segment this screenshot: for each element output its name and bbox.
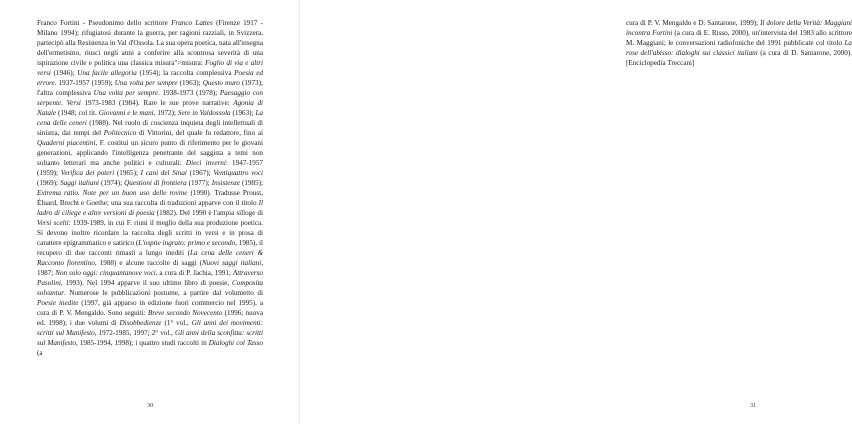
text-run: . Numerose le pubblicazioni postume, a partire dal volumetto di [63, 289, 263, 297]
italic-title: Breve secondo Novecento [147, 309, 223, 317]
text-run: , 1985-1994, 1998); i quattro studi raccolti in [75, 339, 209, 347]
italic-title: Foglio di via e altri versi [37, 59, 264, 77]
text-run: (1965); [114, 169, 141, 177]
text-run: cura di P. V. Mengaldo e D. Santarone, 1999); [626, 19, 761, 27]
left-page [0, 0, 300, 424]
italic-title: Questioni di frontiera [124, 179, 187, 187]
text-run: , 1987; [37, 259, 264, 277]
text-run: (1967); [186, 169, 214, 177]
text-run: (1974); [99, 179, 125, 187]
page-number-left: 30 [147, 402, 154, 409]
italic-title: Agonia di Natale [37, 99, 264, 117]
text-run: : 1939-1989, in cui F. riunì il meglio della sua produzione poetica. Si devono inoltre ricordare la raccolta degli scritti in versi e in prosa di carattere epigrammatico e satirico ( [37, 219, 263, 247]
text-run: (1969); [37, 179, 61, 187]
italic-title: Franco Lattes [171, 19, 213, 27]
right-page-text [626, 18, 852, 68]
text-run: . 1937-1957 (1959); [54, 79, 115, 87]
italic-title: Il ladro di ciliege e altre versioni di poesia [37, 199, 263, 217]
text-run: (1954); la raccolta complessiva [136, 69, 235, 77]
text-run: (1963); [230, 109, 256, 117]
text-run: (a cura di E. Risso, 2000), un'intervista del 1983 allo scrittore M. Maggiani; le conversazioni radiofoniche del 1991 pubblicate col titolo [626, 29, 852, 47]
italic-title: Una volta per sempre [114, 79, 178, 87]
italic-title: La cena delle ceneri & Racconto fiorentino [37, 249, 263, 267]
italic-title: Il dolore della Verità: Maggiani incontra Fortini [626, 19, 852, 37]
italic-title: Paesaggio con serpente. Versi [37, 89, 264, 107]
text-run: (a [37, 349, 43, 357]
text-run: (1982). Del 1990 è l'ampia silloge di [154, 209, 263, 217]
text-run: (1990). Tradusse Proust, Éluard, Brecht e Goethe; una sua raccolta di traduzioni apparve con il titolo [37, 189, 263, 207]
italic-title: La cena delle ceneri [37, 109, 263, 127]
text-run: (1996; nuova ed. 1998); i due volumi di [37, 309, 263, 327]
italic-title: Dialoghi col Tasso [208, 339, 263, 347]
italic-title: I cani del Sinai [140, 169, 187, 177]
text-run: (a cura di D. Santarone, 2000). [Enciclopedia Treccani] [626, 49, 852, 67]
italic-title: Gli anni della sconfitta: scritti sul Manifesto [37, 329, 263, 347]
italic-title: Insistenze [211, 179, 240, 187]
text-run: (1973); l'altra complessiva [37, 79, 263, 97]
text-run: Franco Fortini - Pseudonimo dello scrittore [37, 19, 172, 27]
biography-paragraph [37, 18, 263, 358]
text-run: , 1988) e alcune raccolte di saggi ( [94, 259, 202, 267]
italic-title: Gli anni dei movimenti: scritti sul Manifesto [37, 319, 263, 337]
italic-title: La rose dell'abisso: dialoghi sui classici italiani [626, 39, 852, 57]
italic-title: L'ospite ingrato: primo e secondo [138, 239, 236, 247]
italic-title: Quaderni piacentini [37, 139, 96, 147]
text-run: (1946); [50, 69, 78, 77]
text-run: (1997, già apparso in edizione fuori commercio nel 1995), a cura di P. V. Mengaldo. Sono seguiti: [37, 299, 264, 317]
italic-title: Giovanni e le mani [98, 109, 154, 117]
text-run: , 1985), il recupero di due racconti rimasti a lungo inediti ( [37, 239, 263, 257]
italic-title: Dieci inverni [185, 159, 226, 167]
italic-title: Extrema ratio. Note per un buon uso delle rovine [37, 189, 188, 197]
text-run: : 1947-1957 (1959); [37, 159, 263, 177]
text-run: (1988). Nel ruolo di coscienza inquieta degli intellettuali di sinistra, dai tempi del [37, 119, 263, 137]
italic-title: Politecnico [103, 129, 137, 137]
italic-title: Versi scelti [37, 219, 69, 227]
italic-title: Una facile allegoria [77, 69, 137, 77]
text-run: , F. costituì un sicuro punto di riferimento per le giovani generazioni, applicando l'intelligenza penetrante del saggista a temi non soltanto letterari ma anche politici e culturali: [37, 139, 263, 167]
italic-title: Nuovi saggi italiani [201, 259, 262, 267]
italic-title: Attraverso Pasolini [37, 269, 263, 287]
page-number-right: 31 [750, 402, 757, 409]
text-run: (1977); [186, 179, 212, 187]
text-run: di Vittorini, del quale fu redattore, fino ai [136, 129, 263, 137]
italic-title: Saggi italiani [60, 179, 99, 187]
text-run: , 1972); [153, 109, 178, 117]
italic-title: Poesie inedite [37, 299, 79, 307]
text-run: (1985); [239, 179, 263, 187]
text-run: , 1972-1985, 1997; 2° vol., [94, 329, 175, 337]
italic-title: Composita solvantur [37, 279, 263, 297]
italic-title: Verifica dei poteri [60, 169, 115, 177]
text-run: , 1993). Nel 1994 apparve il suo ultimo libro di poesie, [60, 279, 233, 287]
text-run: (Firenze 1917 - Milano 1994); rifugiatosi durante la guerra, per ragioni razziali, in Svizzera, partecipò alla Resistenza in Val d'Ossola. La sua opera poetica, nata all'insegna dell'ermetismo, riuscì negli anni a conferire alla scontrosa severità di una ispirazione civile e politica una classica misura">misura: [37, 19, 264, 67]
text-run: (1948; col tit. [56, 109, 99, 117]
italic-title: Ventiquattro voci [213, 169, 264, 177]
italic-title: Sere in Valdossola [177, 109, 231, 117]
italic-title: Poesia ed errore [37, 69, 263, 87]
italic-title: Non solo oggi: cinquantanove voci [55, 269, 156, 277]
text-run: (1° vol., [161, 319, 192, 327]
italic-title: Disobbedienze [119, 319, 162, 327]
text-run: . 1938-1973 (1978); [158, 89, 220, 97]
biography-continuation [626, 18, 852, 68]
text-run: , a cura di P. Jachia, 1991; [155, 269, 233, 277]
text-run: 1973-1983 (1984). Rare le sue prove narrative: [80, 99, 234, 107]
left-page-text [37, 18, 263, 358]
text-run: (1963); [177, 79, 203, 87]
right-page [300, 0, 852, 424]
italic-title: Questo muro [202, 79, 240, 87]
italic-title: Una volta per sempre [93, 89, 159, 97]
